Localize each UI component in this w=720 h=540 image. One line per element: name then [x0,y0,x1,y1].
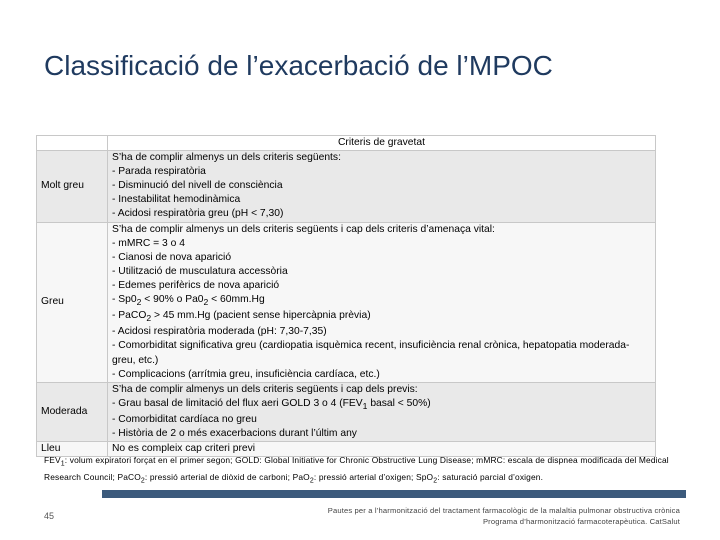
text-part: - PaCO [112,310,147,322]
text-part: : pressió arterial de diòxid de carboni; PaO [144,471,310,482]
table-row [37,382,656,441]
header-criteria: Criteris de gravetat [108,136,656,151]
table-row [37,222,656,382]
subscript: 2 [203,297,209,308]
criteria-line: - Acidosi respiratòria moderada (pH: 7,30-7,35) [112,326,327,338]
criteria-line: - Disminució del nivell de consciència [112,180,283,192]
criteria-line: - Comorbiditat cardíaca no greu [112,413,257,425]
text-part: - Sp0 [112,294,137,306]
criteria-greu [108,222,656,382]
criteria-moderada [108,382,656,441]
severity-table [36,135,656,457]
subscript: 2 [433,477,438,485]
category-greu: Greu [37,222,108,382]
criteria-line: - Comorbiditat significativa greu (cardiopatia isquèmica recent, insuficiència renal crònica, hepatopatia moderada-greu, etc.) [112,340,630,366]
criteria-line: - Acidosi respiratòria greu (pH < 7,30) [112,208,284,220]
criteria-line-paco2 [112,309,651,325]
criteria-line-spo2 [112,293,651,309]
category-moderada: Moderada [37,382,108,441]
footer-text [328,505,680,527]
text-part: FEV [44,455,61,465]
criteria-line: S’ha de complir almenys un dels criteris següents i cap dels previs: [112,383,418,395]
criteria-line: S’ha de complir almenys un dels criteris següents: [112,152,341,164]
text-part: : pressió arterial d’oxigen; SpO [313,471,434,482]
criteria-line: - Inestabilitat hemodinàmica [112,194,241,206]
criteria-line: No es compleix cap criteri previ [112,443,256,455]
footnote [44,454,680,487]
criteria-line: S’ha de complir almenys un dels criteris següents i cap dels criteris d’amenaça vital: [112,223,495,235]
footer-line: Pautes per a l’harmonització del tractament farmacològic de la malaltia pulmonar obstructiva crònica [327,506,680,515]
category-lleu: Lleu [37,442,108,457]
subscript: 2 [146,313,152,324]
table-row [37,151,656,222]
criteria-line: - Complicacions (arrítmia greu, insuficiència cardíaca, etc.) [112,368,380,380]
criteria-line: - Utilització de musculatura accessòria [112,265,288,277]
category-molt-greu: Molt greu [37,151,108,222]
subscript: 1 [362,400,368,411]
subscript: 2 [140,477,145,485]
text-part: : volum expiratori forçat en el primer segon; GOLD: Global Initiative for Chronic Obstructive Lung Disease; mMRC: escala de dispnea modificada del Medical Research Council; PaCO [44,455,669,482]
page-number: 45 [44,511,55,521]
criteria-line: - Cianosi de nova aparició [112,251,232,263]
footer-line: Programa d’harmonització farmacoterapèutica. CatSalut [482,517,680,526]
criteria-line: - Edemes perifèrics de nova aparició [112,279,280,291]
text-part: > 45 mm.Hg (pacient sense hipercàpnia prèvia) [151,310,371,322]
text-part: - Grau basal de limitació del flux aeri GOLD 3 o 4 (FEV [112,397,363,409]
subscript: 2 [136,297,142,308]
subscript: 1 [60,460,65,468]
text-part: < 90% o Pa0 [141,294,204,306]
text-part: : saturació parcial d’oxigen. [437,471,544,482]
page-title: Classificació de l’exacerbació de l’MPOC [44,50,553,81]
criteria-line-gold [112,397,651,413]
text-part: basal < 50%) [367,397,431,409]
subscript: 2 [309,477,314,485]
criteria-line: - mMRC = 3 o 4 [112,237,185,249]
header-empty-cell [37,136,108,151]
text-part: < 60mm.Hg [208,294,265,306]
criteria-line: - Parada respiratòria [112,166,206,178]
table-header-row [37,136,656,151]
criteria-molt-greu [108,151,656,222]
footer-bar [102,490,686,498]
criteria-line: - Història de 2 o més exacerbacions durant l’últim any [112,428,357,440]
